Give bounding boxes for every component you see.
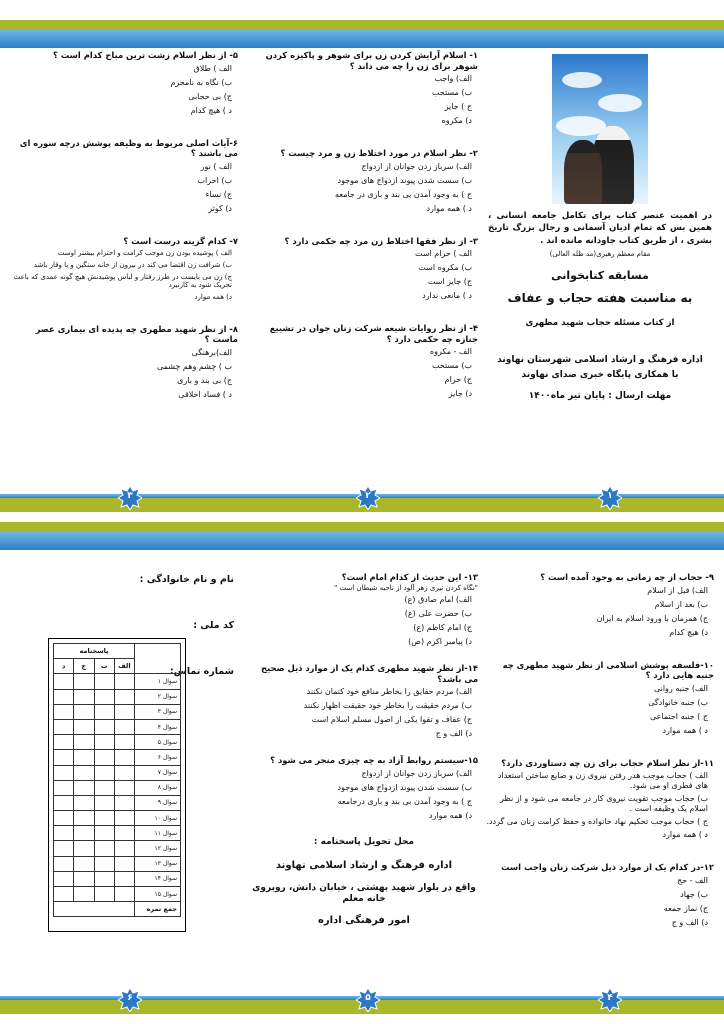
option-d: د) الف و ج (671, 917, 708, 927)
option-b: ب) احزاب (197, 175, 232, 185)
question-text: ۱۰-فلسفه پوشش اسلامی از نظر شهید مطهری چه جنبه هایی دارد ؟ (502, 659, 714, 680)
option-a: الف ) نور (200, 161, 232, 171)
answer-cell[interactable] (114, 887, 134, 902)
option-b: ب) نگاه به نامحرم (170, 77, 232, 87)
question-9 (486, 572, 714, 638)
option-c: ج) نماز جمعه (663, 903, 708, 913)
page-number: ۱ (607, 491, 613, 501)
question-7 (10, 236, 238, 302)
answer-cell[interactable] (54, 887, 74, 902)
answer-cell[interactable] (74, 795, 94, 810)
option-b: ب) سست شدن پیوند ازدواج های موجود (337, 175, 472, 185)
answer-cell[interactable] (114, 826, 134, 841)
answer-cell[interactable] (114, 871, 134, 886)
option-d: د) همه موارد (429, 810, 472, 820)
delivery-heading: محل تحویل پاسخنامه : (313, 836, 415, 847)
option-d: د) همه موارد (194, 293, 232, 301)
page-number-badge (118, 988, 142, 1012)
question-2 (250, 148, 478, 214)
option-b: ب) مستحب (431, 361, 472, 370)
total-score-label: جمع نمره (135, 902, 181, 917)
cover-photo (552, 54, 648, 204)
answer-cell[interactable] (54, 765, 74, 780)
option-d: د ) همه موارد (426, 203, 472, 213)
option-b: ب ) چشم وهم چشمی (156, 361, 232, 371)
option-b: ب) جهاد (680, 889, 708, 899)
answer-cell[interactable] (54, 750, 74, 765)
question-text: ۱۱-از نظر اسلام حجاب برای زن چه دستاوردی دارد؟ (501, 757, 714, 768)
answer-cell[interactable] (74, 780, 94, 795)
answer-cell[interactable] (54, 719, 74, 734)
option-a: الف - مکروه (429, 347, 472, 356)
option-a: الف ) طلاق (193, 63, 232, 73)
row-label: سوال ۷ (135, 765, 181, 780)
answer-cell[interactable] (54, 704, 74, 719)
answer-cell[interactable] (74, 871, 94, 886)
row-label: سوال ۱۴ (135, 871, 181, 886)
answer-cell[interactable] (54, 841, 74, 856)
answer-cell[interactable] (54, 780, 74, 795)
page-number: ۴ (607, 993, 613, 1003)
answer-cell[interactable] (74, 811, 94, 826)
option-b: ب) مردم حقیقت را بخاطر خود حقیقت اظهار نکنند (303, 701, 472, 711)
answer-cell[interactable] (74, 826, 94, 841)
answer-cell[interactable] (74, 719, 94, 734)
name-label: نام و نام خانوادگی : (139, 574, 234, 585)
answer-cell[interactable] (114, 689, 134, 704)
page-number-badge (356, 486, 380, 510)
row-label: سوال ۱ (135, 674, 181, 689)
option-d: د) الف و ج (435, 729, 472, 739)
question-5 (10, 50, 238, 116)
page-number: ۵ (365, 993, 371, 1003)
question-text: ۱۵-سیستم روابط آزاد به چه چیزی منجر می شود ؟ (270, 755, 478, 766)
option-d: د ) هیچ کدام (190, 105, 232, 115)
option-c: ج) بی بند و باری (177, 375, 232, 385)
option-a: الف ) پوشیده بودن زن موجب کرامت و احترام بیشتر اوست (57, 249, 232, 257)
question-text: ۱۲-در کدام یک از موارد ذیل شرکت زنان واجب است (501, 862, 714, 872)
option-c: ج ) به وجود آمدن بی بند و باری درجامعه (337, 796, 472, 806)
question-1 (250, 50, 478, 126)
option-a: الف) سرباز زدن جوانان از ازدواج (361, 768, 472, 778)
option-a: الف) جنبه روانی (653, 683, 708, 693)
question-6 (10, 138, 238, 214)
question-text: ۷- کدام گزینه درست است ؟ (123, 235, 238, 246)
answer-sheet-title: پاسخنامه (54, 644, 135, 659)
answer-cell[interactable] (54, 689, 74, 704)
page-number-badge (118, 486, 142, 510)
answer-cell[interactable] (94, 826, 114, 841)
answer-cell[interactable] (54, 856, 74, 871)
national-id-label: کد ملی : (193, 619, 234, 631)
question-12 (486, 862, 714, 928)
column-b: ب (94, 659, 114, 674)
top-blue-band (0, 532, 724, 550)
question-text: ۹- حجاب از چه زمانی به وجود آمده است ؟ (540, 572, 714, 582)
answer-cell[interactable] (94, 856, 114, 871)
row-label: سوال ۹ (135, 795, 181, 810)
phone-label: شماره تماس: (169, 665, 234, 677)
question-text: ۴- از نظر روایات شیعه شرکت زنان جوان در تشییع جنازه چه حکمی دارد ؟ (269, 323, 478, 344)
answer-cell[interactable] (54, 795, 74, 810)
option-b: ب) بعد از اسلام (654, 599, 708, 609)
option-b: ب) جنبه خانوادگی (648, 697, 708, 707)
answer-cell[interactable] (114, 795, 134, 810)
quote-signature: مقام معظم رهبری(مد ظله العالی) (549, 250, 651, 259)
questions-1-4-panel (246, 50, 482, 490)
row-label: سوال ۲ (135, 689, 181, 704)
answer-cell[interactable] (94, 750, 114, 765)
brochure-inner-side (0, 522, 724, 1014)
answer-cell[interactable] (74, 735, 94, 750)
answer-cell[interactable] (74, 841, 94, 856)
row-label: سوال ۱۰ (135, 811, 181, 826)
total-score-cell[interactable] (54, 902, 135, 917)
answer-cell[interactable] (94, 704, 114, 719)
top-blue-band (0, 30, 724, 48)
question-13 (250, 572, 478, 647)
question-11 (486, 758, 714, 841)
option-c: ج) همزمان با ورود اسلام به ایران (596, 613, 708, 623)
cover-quote: در اهمیت عنصر کتاب برای تکامل جامعه انسانی ، همین بس که تمام ادیان آسمانی و رجال بزرگ تاریخ بشری ، از طریق کتاب جاودانه مانده اند . (488, 211, 712, 246)
delivery-department: امور فرهنگی اداره (318, 915, 410, 926)
question-text: ۶-آیات اصلی مربوط به وظیفه پوشش درچه سوره ای می باشند ؟ (19, 137, 238, 158)
organizer: اداره فرهنگ و ارشاد اسلامی شهرستان نهاوند (497, 354, 703, 365)
cooperation: با همکاری پایگاه خبری صدای نهاوند (521, 369, 679, 380)
question-text: ۱۴-از نظر شهید مطهری کدام یک از موارد ذیل صحیح می باشد؟ (261, 663, 478, 684)
answer-cell[interactable] (54, 871, 74, 886)
answer-cell[interactable] (74, 887, 94, 902)
answer-cell[interactable] (74, 704, 94, 719)
option-a: الف) سرباز زدن جوانان از ازدواج (361, 161, 472, 171)
answer-cell[interactable] (114, 704, 134, 719)
question-4 (250, 323, 478, 399)
option-a: الف) قبل از اسلام (647, 585, 708, 595)
page-number: ۶ (127, 993, 133, 1003)
brochure-outer-side (0, 20, 724, 512)
question-text: ۵- از نظر اسلام زشت ترین مباح کدام است ؟ (53, 50, 238, 60)
option-d: د) کوثر (208, 203, 232, 213)
question-text: ۱- اسلام آرایش کردن زن برای شوهر و پاکیزه کردن شوهر برای زن را چه می داند ؟ (265, 50, 478, 71)
answer-cell[interactable] (94, 780, 114, 795)
answer-cell[interactable] (74, 856, 94, 871)
answer-grid (53, 643, 181, 917)
question-8 (10, 324, 238, 400)
answer-cell[interactable] (74, 750, 94, 765)
row-label: سوال ۱۳ (135, 856, 181, 871)
answer-cell[interactable] (94, 871, 114, 886)
questions-13-15-panel (246, 572, 482, 1012)
question-3 (250, 236, 478, 302)
question-text: ۸- از نظر شهید مطهری چه پدیده ای بیماری عصر ماست ؟ (35, 323, 238, 345)
option-c: ج) حرام (444, 375, 472, 384)
question-text: ۱۳- این حدیث از کدام امام است؟ (341, 572, 478, 582)
answer-cell[interactable] (94, 674, 114, 689)
page-number-badge (598, 988, 622, 1012)
option-d: د ) همه موارد (662, 830, 708, 839)
option-a: الف - حج (676, 875, 708, 885)
answer-cell[interactable] (114, 780, 134, 795)
top-green-band (0, 20, 724, 30)
option-c: ج ) حجاب موجب تحکیم نهاد خانواده و حفظ کرامت زنان می گردد. (486, 817, 708, 826)
question-14 (250, 663, 478, 739)
page-number: ۳ (127, 491, 133, 501)
contest-title: مسابقه کتابخوانی (551, 269, 649, 283)
answer-sheet (48, 638, 186, 932)
option-a: الف) امام صادق (ع) (404, 595, 472, 605)
option-c: ج) جایز است (427, 277, 472, 286)
option-a: الف)برهنگی (191, 347, 232, 357)
option-d: د ) فساد اخلاقی (178, 389, 232, 399)
question-text: ۳- از نظر فقها اختلاط زن مرد چه حکمی دارد ؟ (284, 235, 478, 246)
cover-panel (482, 50, 718, 490)
option-b: ب) حضرت علی (ع) (404, 609, 472, 619)
option-c: ج) عفاف و تقوا یکی از اصول مسلم اسلام است (311, 715, 472, 725)
option-d: د) هیچ کدام (669, 627, 708, 637)
option-c: ج) زن می بایست در طرز رفتار و لباس پوشیدنش هیچ گونه عمدی که باعث تحریک شود به کارنبرد (13, 272, 232, 290)
option-d: د ) همه موارد (662, 725, 708, 735)
option-b: ب) مکروه است (418, 263, 472, 272)
book-title: از کتاب مسئله حجاب شهید مطهری (525, 317, 675, 328)
option-a: الف ) حرام است (414, 249, 472, 258)
answer-cell[interactable] (114, 856, 134, 871)
answer-cell[interactable] (114, 719, 134, 734)
questions-9-12-panel (482, 572, 718, 1012)
option-d: د) پیامبر اکرم (ص) (408, 637, 472, 647)
option-c: ج) بی حجابی (188, 91, 232, 101)
answer-cell[interactable] (94, 841, 114, 856)
row-label: سوال ۸ (135, 780, 181, 795)
answer-cell[interactable] (74, 674, 94, 689)
option-b: ب) سست شدن پیوند ازدواج های موجود (337, 782, 472, 792)
page-number: ۲ (365, 491, 371, 501)
answer-cell[interactable] (94, 887, 114, 902)
row-label: سوال ۳ (135, 704, 181, 719)
option-b: ب) شرافت زن اقتضا می کند در بیرون از خانه سنگین و با وقار باشد (33, 260, 232, 269)
question-10 (486, 660, 714, 736)
answer-cell[interactable] (54, 674, 74, 689)
answer-cell[interactable] (54, 735, 74, 750)
row-label: سوال ۶ (135, 750, 181, 765)
answer-cell[interactable] (94, 735, 114, 750)
delivery-office: اداره فرهنگ و ارشاد اسلامی نهاوند (275, 860, 453, 871)
column-d: د (54, 659, 74, 674)
row-label: سوال ۱۵ (135, 887, 181, 902)
answer-cell[interactable] (114, 750, 134, 765)
answer-cell[interactable] (114, 674, 134, 689)
option-d: د ) مانعی ندارد (422, 291, 472, 300)
row-label: سوال ۱۱ (135, 826, 181, 841)
questions-5-8-panel (6, 50, 242, 490)
option-a: الف) مردم حقایق را بخاطر منافع خود کتمان نکنند (306, 687, 472, 697)
option-c: ج) امام کاظم (ع) (413, 623, 472, 633)
page-number-badge (356, 988, 380, 1012)
question-15 (250, 755, 478, 821)
answer-cell[interactable] (114, 811, 134, 826)
answer-cell[interactable] (74, 689, 94, 704)
delivery-address: واقع در بلوار شهید بهشتی ، خیابان دانش، روبروی خانه معلم (252, 882, 476, 904)
option-b: ب) مستحب (431, 88, 472, 97)
answer-cell[interactable] (54, 826, 74, 841)
answer-cell[interactable] (94, 765, 114, 780)
option-d: د) مکروه (441, 116, 472, 125)
answer-cell[interactable] (54, 811, 74, 826)
answer-cell[interactable] (94, 795, 114, 810)
question-text: ۲- نظر اسلام در مورد اختلاط زن و مرد چیست ؟ (280, 148, 478, 158)
row-label: سوال ۵ (135, 735, 181, 750)
option-a: الف ) حجاب موجب هدر رفتن نیروی زن و ضایع ساختن استعداد های فطری او می شود. (497, 771, 708, 790)
answer-cell[interactable] (94, 811, 114, 826)
option-d: د) جایز (448, 389, 472, 398)
answer-cell[interactable] (94, 719, 114, 734)
answer-cell[interactable] (114, 765, 134, 780)
option-b: ب) حجاب موجب تقویت نیروی کار در جامعه می شود و از نظر اسلام یک وظیفه است . (500, 794, 708, 813)
column-a: الف (114, 659, 134, 674)
page-number-badge (598, 486, 622, 510)
answer-cell[interactable] (94, 689, 114, 704)
option-c: ج ) جایز (444, 102, 472, 111)
option-c: ج ) جنبه اجتماعی (649, 711, 708, 721)
occasion-title: به مناسبت هفته حجاب و عفاف (507, 290, 693, 305)
answer-cell[interactable] (114, 735, 134, 750)
row-label: سوال ۴ (135, 719, 181, 734)
row-label: سوال ۱۲ (135, 841, 181, 856)
answer-cell[interactable] (74, 765, 94, 780)
hadith-quote: "نگاه کردن تیری زهر آلود از ناحیه شیطان است " (334, 583, 478, 592)
deadline: مهلت ارسال : پایان تیر ماه۱۴۰۰ (528, 391, 672, 402)
answer-cell[interactable] (114, 841, 134, 856)
top-green-band (0, 522, 724, 532)
column-c: ج (74, 659, 94, 674)
option-a: الف) واجب (434, 74, 472, 83)
option-c: ج) نساء (205, 189, 232, 199)
option-c: ج ) به وجود آمدن بی بند و باری در جامعه (335, 189, 472, 199)
